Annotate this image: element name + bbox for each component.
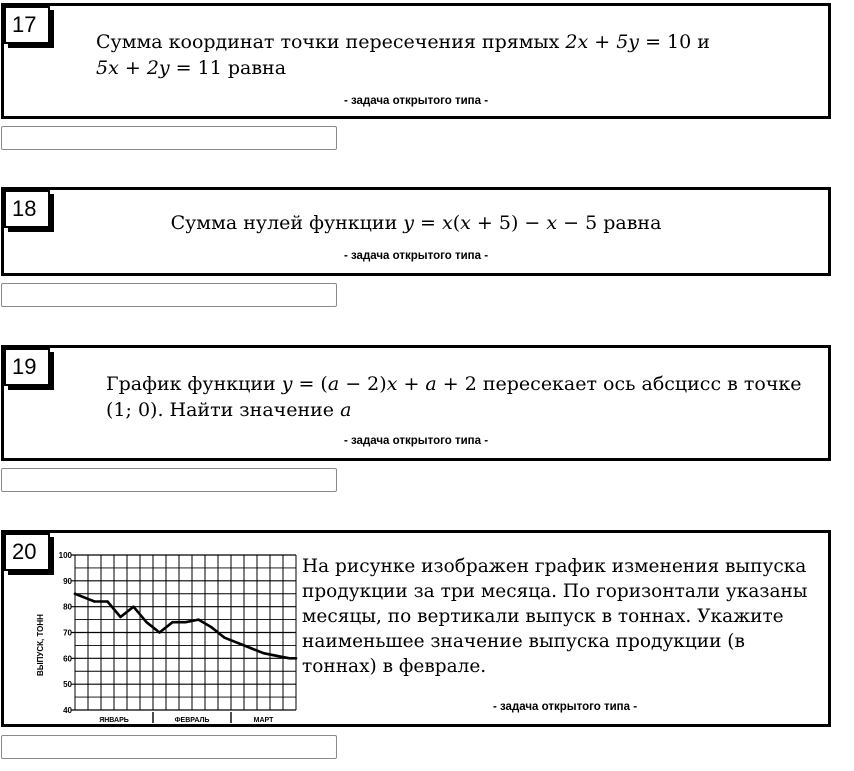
data-point <box>106 600 108 602</box>
answer-input-18[interactable] <box>1 283 337 307</box>
data-point <box>288 657 290 659</box>
data-point <box>74 593 76 595</box>
data-point <box>236 642 238 644</box>
y-axis-label: ВЫПУСК, ТОНН <box>36 614 45 676</box>
task-18 <box>1 187 831 276</box>
data-point <box>275 655 277 657</box>
y-tick-label: 50 <box>63 680 72 690</box>
data-point <box>295 657 297 659</box>
y-tick-label: 60 <box>63 654 72 664</box>
task-19 <box>1 345 831 461</box>
data-point <box>145 621 147 623</box>
task-17 <box>1 3 831 119</box>
y-tick-label: 100 <box>58 551 72 560</box>
data-point <box>171 621 173 623</box>
task-type-label: - задача открытого типа - <box>343 95 489 107</box>
data-point <box>249 647 251 649</box>
x-category-label: МАРТ <box>253 717 274 723</box>
task-type-label: - задача открытого типа - <box>492 701 638 713</box>
task-type-label: - задача открытого типа - <box>343 435 489 447</box>
y-tick-label: 70 <box>63 628 72 638</box>
data-point <box>223 636 225 638</box>
data-point <box>93 600 95 602</box>
y-tick-label: 80 <box>63 602 72 612</box>
task-number: 20 <box>4 533 50 571</box>
data-point <box>119 616 121 618</box>
series-line <box>75 594 296 659</box>
data-point <box>262 652 264 654</box>
data-point <box>210 626 212 628</box>
task-text: На рисунке изображен график изменения выпуска продукции за три месяца. По горизонтали указаны месяцы, по вертикали выпуск в тоннах. Укажите наименьшее значение выпуска продукции (в тоннах) в феврале. <box>302 556 808 677</box>
data-point <box>197 618 199 620</box>
task-type-label: - задача открытого типа - <box>343 250 489 262</box>
y-tick-label: 90 <box>63 576 72 586</box>
task-number: 18 <box>4 190 50 228</box>
chart-grid <box>71 555 296 723</box>
task-number: 17 <box>4 6 50 44</box>
x-category-label: ФЕВРАЛЬ <box>174 717 210 723</box>
answer-input-17[interactable] <box>1 126 337 150</box>
task-number: 19 <box>4 348 50 386</box>
y-tick-label: 40 <box>63 706 72 715</box>
data-point <box>184 621 186 623</box>
data-point <box>132 605 134 607</box>
task-text: Сумма нулей функции y = x(x + 5) − x − 5 равна <box>170 212 662 234</box>
task-20 <box>1 530 831 727</box>
x-category-label: ЯНВАРЬ <box>99 717 129 723</box>
data-point <box>158 631 160 633</box>
task-text: График функции y = (a − 2)x + a + 2 пересекает ось абсцисс в точке (1; 0). Найти значение a <box>106 373 802 421</box>
answer-input-19[interactable] <box>1 468 337 492</box>
answer-input-20[interactable] <box>1 735 337 759</box>
task-text: Сумма координат точки пересечения прямых 2x + 5y = 10 и 5x + 2y = 11 равна <box>96 31 710 79</box>
